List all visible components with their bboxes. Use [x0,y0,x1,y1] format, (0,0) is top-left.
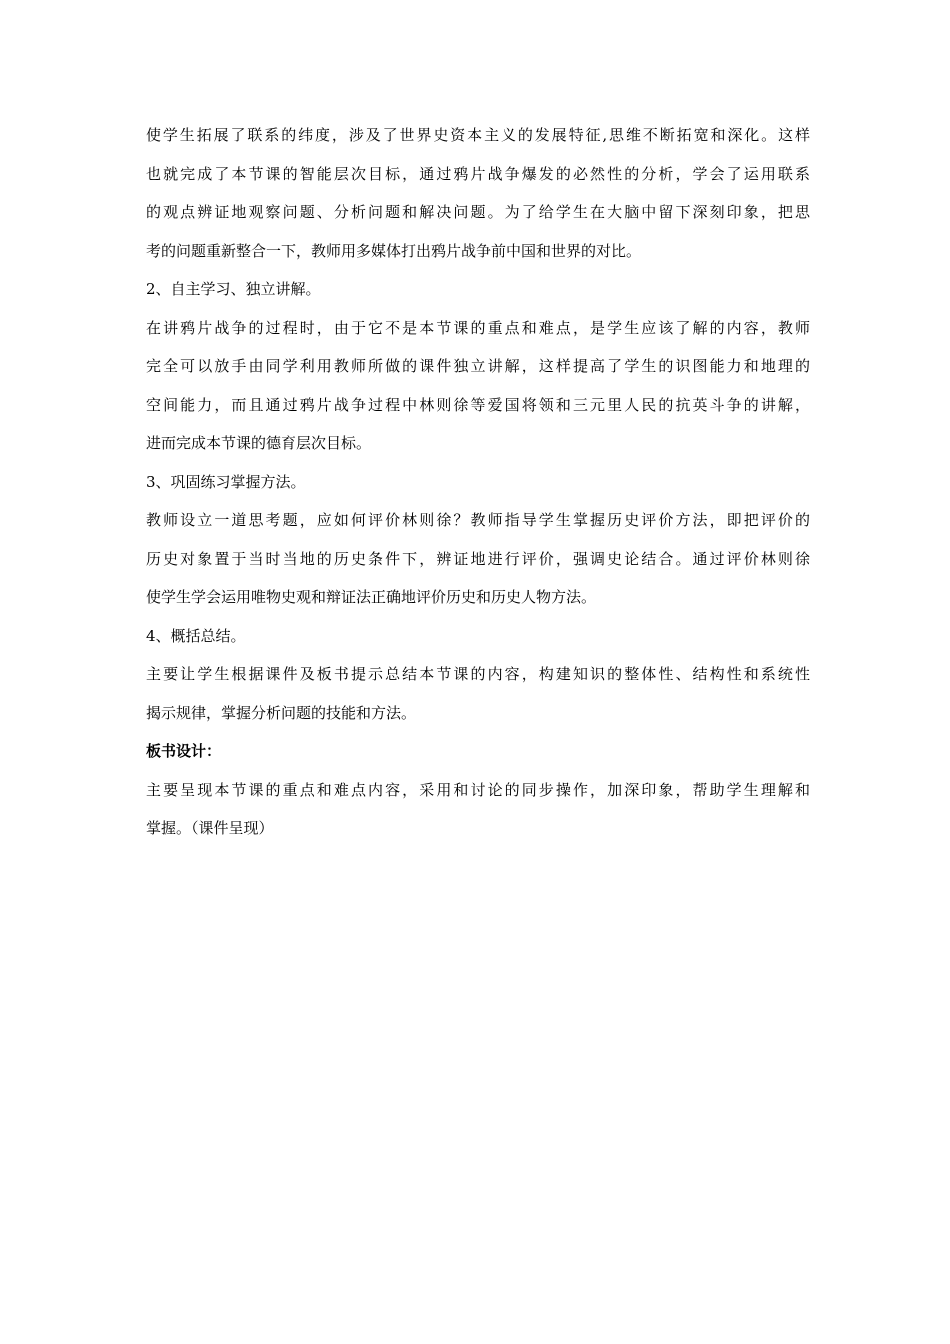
text-line: 教师设立一道思考题，应如何评价林则徐？教师指导学生掌握历史评价方法，即把评价的 [146,511,810,529]
section-heading-3: 3、巩固练习掌握方法。 [146,472,306,491]
text-line: 考的问题重新整合一下，教师用多媒体打出鸦片战争前中国和世界的对比。 [146,241,642,260]
paragraph-intro [146,116,810,270]
document-page [146,116,810,848]
text-line: 揭示规律，掌握分析问题的技能和方法。 [146,703,417,722]
text-line: 历史对象置于当时当地的历史条件下，辨证地进行评价，强调史论结合。通过评价林则徐 [146,549,810,568]
paragraph-section-3 [146,501,810,617]
text-line: 使学生学会运用唯物史观和辩证法正确地评价历史和历史人物方法。 [146,588,597,606]
text-line: 使学生拓展了联系的纬度，涉及了世界史资本主义的发展特征,思维不断拓宽和深化。这样 [146,126,810,144]
text-line: 的观点辨证地观察问题、分析问题和解决问题。为了给学生在大脑中留下深刻印象，把思 [146,203,810,221]
paragraph-section-4 [146,655,810,732]
text-line: 主要让学生根据课件及板书提示总结本节课的内容，构建知识的整体性、结构性和系统性 [146,665,810,683]
text-line: 在讲鸦片战争的过程时，由于它不是本节课的重点和难点，是学生应该了解的内容，教师 [146,318,810,337]
paragraph-section-2 [146,309,810,463]
board-design-heading: 板书设计： [146,742,222,760]
text-line: 掌握。（课件呈现） [146,819,274,837]
text-line: 空间能力，而且通过鸦片战争过程中林则徐等爱国将领和三元里人民的抗英斗争的讲解， [146,395,810,414]
section-heading-4: 4、概括总结。 [146,626,246,645]
section-heading-2: 2、自主学习、独立讲解。 [146,280,321,298]
text-line: 完全可以放手由同学利用教师所做的课件独立讲解，这样提高了学生的识图能力和地理的 [146,357,810,375]
text-line: 进而完成本节课的德育层次目标。 [146,434,372,452]
paragraph-board-design [146,771,810,848]
text-line: 主要呈现本节课的重点和难点内容，采用和讨论的同步操作，加深印象，帮助学生理解和 [146,780,810,799]
text-line: 也就完成了本节课的智能层次目标，通过鸦片战争爆发的必然性的分析，学会了运用联系 [146,164,810,183]
